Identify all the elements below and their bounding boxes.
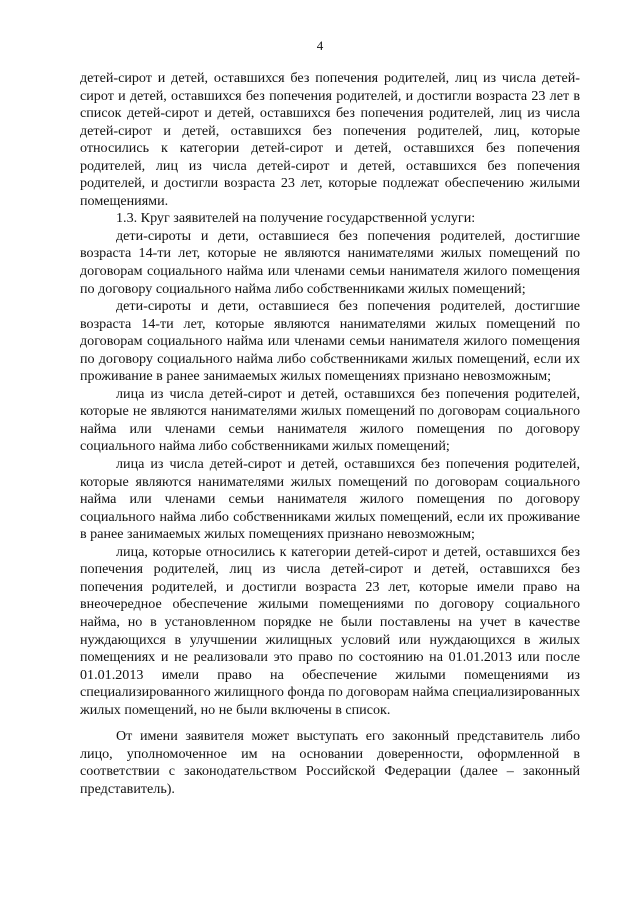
paragraph-representative: От имени заявителя может выступать его законный представитель либо лицо, уполномоченное им на основании доверенности, оформленной в соответствии с законодательством Российской Федерации (далее – законный представитель). — [80, 728, 580, 797]
document-body — [80, 70, 580, 798]
section-heading-1-3: 1.3. Круг заявителей на получение государственной услуги: — [116, 210, 476, 227]
paragraph-applicant-5: лица, которые относились к категории детей-сирот и детей, оставшихся без попечения родителей, лиц из числа детей-сирот и детей, оставшихся без попечения родителей, и достигли возраста 23 лет, которые имели право на внеочередное обеспечение жилыми помещениями по договору социального найма, но в установленном порядке не были поставлены на учет в качестве нуждающихся в улучшении жилищных условий или нуждающихся в жилых помещениях и не реализовали это право по состоянию на 01.01.2013 или после 01.01.2013 имели право на обеспечение жилыми помещениями из специализированного жилищного фонда по договорам найма специализированных жилых помещений, но не были включены в список. — [80, 543, 580, 718]
paragraph-applicant-4: лица из числа детей-сирот и детей, оставшихся без попечения родителей, которые являются нанимателями жилых помещений по договорам социального найма или членами семьи нанимателя жилого помещения по договору социального найма либо собственниками жилых помещений, если их проживание в ранее занимаемых жилых помещениях признано невозможным; — [80, 456, 580, 543]
paragraph-applicant-2: дети-сироты и дети, оставшиеся без попечения родителей, достигшие возраста 14-ти лет, которые являются нанимателями жилых помещений по договорам социального найма или членами семьи нанимателя жилого помещения по договору социального найма либо собственниками жилых помещений, если их проживание в ранее занимаемых жилых помещениях признано невозможным; — [80, 298, 580, 385]
page-number: 4 — [316, 38, 324, 53]
paragraph-applicant-1: дети-сироты и дети, оставшиеся без попечения родителей, достигшие возраста 14-ти лет, которые не являются нанимателями жилых помещений по договорам социального найма или членами семьи нанимателя жилого помещения по договору социального найма либо собственниками жилых помещений; — [80, 227, 580, 297]
paragraph-applicant-3: лица из числа детей-сирот и детей, оставшихся без попечения родителей, которые не являются нанимателями жилых помещений по договорам социального найма или членами семьи нанимателя жилого помещения по договору социального найма либо собственниками жилых помещений; — [80, 385, 580, 455]
paragraph-gap — [80, 719, 580, 728]
paragraph-continuation: детей-сирот и детей, оставшихся без попечения родителей, лиц из числа детей-сирот и детей, оставшихся без попечения родителей, и достигли возраста 23 лет в список детей-сирот и детей, оставшихся без попечения родителей, лиц из числа детей-сирот и детей, оставшихся без попечения родителей, лиц, которые относились к категории детей-сирот и детей, оставшихся без попечения родителей, лиц из числа детей-сирот и детей, оставшихся без попечения родителей, и достигли возраста 23 лет, которые подлежат обеспечению жилыми помещениями. — [80, 70, 580, 209]
